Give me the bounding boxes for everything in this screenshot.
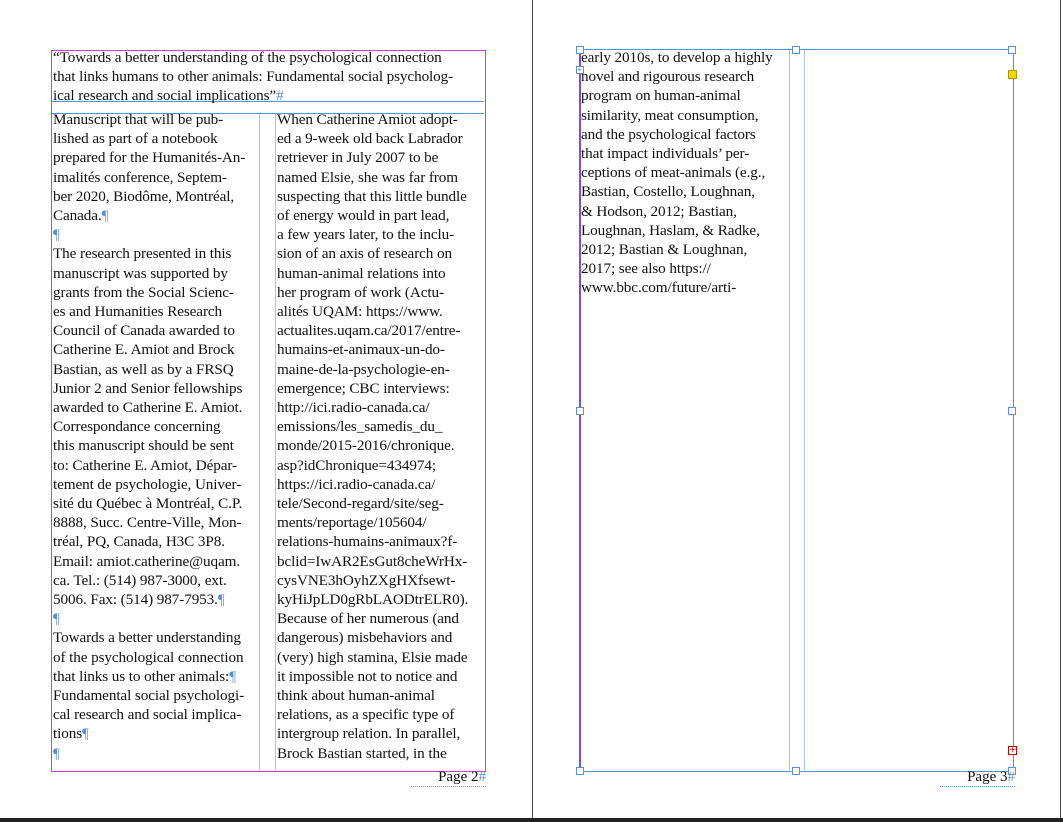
frame-handle[interactable] [1008,46,1016,54]
text-line [53,110,223,129]
text-line [277,628,452,647]
text-line [277,705,454,724]
text-line [277,513,427,532]
spread-spine [532,0,533,818]
line-text: tement de psychologie, Univer- [53,475,242,493]
line-text: that impact individuals’ per- [581,145,750,162]
text-line [53,609,60,628]
in-port-icon[interactable]: ▸ [576,66,584,74]
text-line [277,264,446,283]
text-line [53,225,60,244]
hidden-character-mark: ¶ [53,744,60,762]
text-line [53,206,108,225]
line-text: bclid=IwAR2EsGut8cheWrHx- [277,552,468,570]
line-text: “Towards a better understanding of the psychological connection [53,49,442,66]
line-text: her program of work (Actu- [277,283,444,301]
line-text: imalités conference, Septem- [53,168,227,186]
line-text: ments/reportage/105604/ [277,514,427,532]
text-line [277,494,444,513]
line-text: 2012; Bastian & Loughnan, [581,241,748,258]
line-text: grants from the Social Scienc- [53,283,234,301]
text-line [581,202,737,221]
text-line [277,321,460,340]
line-text: human-animal relations into [277,264,446,282]
text-line [53,302,222,321]
text-line [277,360,450,379]
line-text: tions [53,725,83,743]
line-text: Towards a better understanding [53,629,241,647]
line-text: prepared for the Humanités-An- [53,149,246,167]
line-text: ical research and social implications” [53,87,277,105]
text-line [581,240,747,259]
text-line [581,259,711,278]
line-text: sité du Québec à Montréal, C.P. [53,495,243,512]
line-text: 8888, Succ. Centre-Ville, Mon- [53,514,242,532]
line-text: https://ici.radio-canada.ca/ [277,475,436,493]
text-line [53,724,89,743]
text-line [53,360,234,379]
text-line [53,571,227,590]
text-line [53,398,242,417]
live-corner-icon[interactable] [1008,70,1017,79]
text-line [53,264,228,283]
frame-handle[interactable] [792,767,800,775]
line-text: Catherine E. Amiot and Brock [53,341,235,359]
line-text: think about human-animal [277,687,435,704]
text-line [277,417,442,436]
line-text: emissions/les_samedis_du_ [277,418,443,436]
text-line [277,456,436,475]
line-text: alités UQAM: https://www. [277,303,443,320]
text-line [53,129,218,148]
line-text: Manuscript that will be pub- [53,111,224,128]
line-text: Bastian, Costello, Loughnan, [581,183,755,201]
page-number-right [940,769,1015,787]
line-text: www.bbc.com/future/arti- [581,279,737,297]
page-edge [1060,0,1061,818]
frame-handle[interactable] [576,767,584,775]
text-line [277,590,468,609]
text-line [53,494,242,513]
line-text: kyHiJpLD0gRbLAODtrELR0). [277,591,469,608]
line-text: tele/Second-regard/site/seg- [277,495,444,512]
line-text: of the psychological connection [53,648,244,666]
text-line [277,398,429,417]
text-line [581,106,759,125]
pasteboard-edge [0,818,1063,822]
text-line [277,244,452,263]
text-line [53,417,220,436]
page-number-text: Page 3 [967,769,1008,785]
line-text: similarity, meat consumption, [581,106,759,124]
text-line [581,163,765,182]
hidden-character-mark: ¶ [229,667,236,685]
text-line [277,283,444,302]
line-text: a few years later, to the inclu- [277,226,455,244]
text-line [53,67,453,86]
text-line [53,475,241,494]
line-text: retriever in July 2007 to be [277,149,439,167]
line-text: (very) high stamina, Elsie made [277,648,468,666]
line-text: Loughnan, Haslam, & Radke, [581,221,760,239]
text-line [53,667,236,686]
line-text: ed a 9-week old back Labrador [277,130,463,148]
text-line [53,187,234,206]
text-line [277,532,457,551]
line-text: & Hodson, 2012; Bastian, [581,202,737,220]
line-text: asp?idChronique=434974; [277,456,436,474]
hidden-character-mark: # [276,87,284,105]
line-text: of energy would in part lead, [277,207,450,224]
column-guide [789,50,790,770]
line-text: Because of her numerous (and [277,610,459,628]
line-text: tréal, PQ, Canada, H3C 3P8. [53,533,225,551]
text-line [277,475,435,494]
column-guide [804,50,805,770]
text-line [277,187,467,206]
line-text: this manuscript should be sent [53,437,234,455]
line-text: that links humans to other animals: Fundamental social psycholog- [53,68,454,86]
text-line [277,552,467,571]
line-text: relations-humains-animaux?f- [277,533,458,551]
line-text: Junior 2 and Senior fellowships [53,379,243,397]
text-line [53,321,235,340]
line-text: early 2010s, to develop a highly [581,49,773,66]
line-text: it impossible not to notice and [277,667,458,685]
text-line [581,144,749,163]
text-line [53,590,225,609]
text-line [581,278,736,297]
line-text: lished as part of a notebook [53,130,218,148]
line-text: manuscript was supported by [53,264,228,282]
end-of-story-mark: # [478,769,486,785]
text-line [277,436,455,455]
text-line [53,705,241,724]
line-text: intergroup relation. In parallel, [277,725,461,743]
line-text: that links us to other animals: [53,667,230,685]
hidden-character-mark: ¶ [82,725,89,743]
text-line [53,340,235,359]
line-text: suspecting that this little bundle [277,187,467,205]
text-line [277,168,458,187]
text-line [53,552,240,571]
frame-handle[interactable] [1008,407,1016,415]
line-text: When Catherine Amiot adopt- [277,111,458,128]
text-line [53,244,231,263]
line-text: ber 2020, Biodôme, Montréal, [53,187,235,205]
text-line [581,182,755,201]
text-line [277,686,435,705]
line-text: 5006. Fax: (514) 987-7953. [53,591,218,608]
text-line [277,148,438,167]
text-line [53,532,225,551]
text-line [581,221,760,240]
line-text: awarded to Catherine E. Amiot. [53,399,243,416]
text-line [53,648,243,667]
line-text: Email: amiot.catherine@uqam. [53,552,241,570]
line-text: es and Humanities Research [53,303,223,320]
text-line [53,148,245,167]
text-line [277,225,454,244]
line-text: ca. Tel.: (514) 987-3000, ext. [53,571,227,589]
text-line [277,379,450,398]
text-line [277,340,445,359]
text-line [277,110,458,129]
line-text: novel and rigourous research [581,68,755,86]
text-line [53,628,241,647]
hidden-character-mark: ¶ [53,226,60,244]
line-text: http://ici.radio-canada.ca/ [277,399,430,416]
hidden-character-mark: ¶ [217,591,225,608]
text-line [277,724,460,743]
text-line [53,379,242,398]
line-text: 2017; see also https:// [581,260,711,278]
text-line [53,456,237,475]
frame-handle[interactable] [576,407,584,415]
line-text: cal research and social implica- [53,706,242,724]
column-guide [259,114,260,770]
end-of-story-mark: # [1007,769,1015,785]
line-text: Brock Bastian started, in the [277,744,447,762]
line-text: Canada. [53,207,102,224]
text-line [277,648,467,667]
text-line [581,86,741,105]
text-line [581,67,754,86]
line-text: and the psychological factors [581,125,756,143]
line-text: Council of Canada awarded to [53,322,235,340]
hidden-character-mark: ¶ [53,610,60,628]
text-line [277,609,459,628]
overset-text-icon[interactable]: + [1009,745,1017,755]
text-line [581,125,756,144]
line-text: to: Catherine E. Amiot, Dépar- [53,456,237,474]
line-text: named Elsie, she was far from [277,168,458,186]
text-line [53,48,442,67]
text-line [53,168,227,187]
line-text: actualites.uqam.ca/2017/entre- [277,322,461,340]
line-text: cysVNE3hOyhZXgHXfsewt- [277,571,456,589]
text-line [277,744,447,763]
line-text: relations, as a specific type of [277,706,455,724]
line-text: Correspondance concerning [53,418,221,436]
line-text: sion of an axis of research on [277,245,452,263]
page-number-left [411,769,486,787]
line-text: emergence; CBC interviews: [277,379,450,397]
line-text: humains-et-animaux-un-do- [277,341,445,359]
text-line [277,667,457,686]
line-text: ceptions of meat-animals (e.g., [581,164,766,182]
text-line [53,283,234,302]
text-line [53,436,234,455]
frame-handle[interactable] [792,46,800,54]
text-line [277,571,455,590]
text-line [53,744,60,763]
text-line [277,129,463,148]
text-line [53,86,284,105]
line-text: maine-de-la-psychologie-en- [277,360,450,378]
text-line [53,513,241,532]
text-line [581,48,773,67]
line-text: Fundamental social psychologi- [53,687,245,704]
text-line [53,686,244,705]
column-guide [275,114,276,770]
text-line [277,206,449,225]
text-line [277,302,443,321]
hidden-character-mark: ¶ [101,207,109,224]
line-text: dangerous) misbehaviors and [277,629,453,647]
page-number-text: Page 2 [438,769,479,785]
line-text: monde/2015-2016/chronique. [277,437,455,455]
line-text: The research presented in this [53,245,232,263]
line-text: Bastian, as well as by a FRSQ [53,360,234,378]
line-text: program on human-animal [581,87,741,105]
